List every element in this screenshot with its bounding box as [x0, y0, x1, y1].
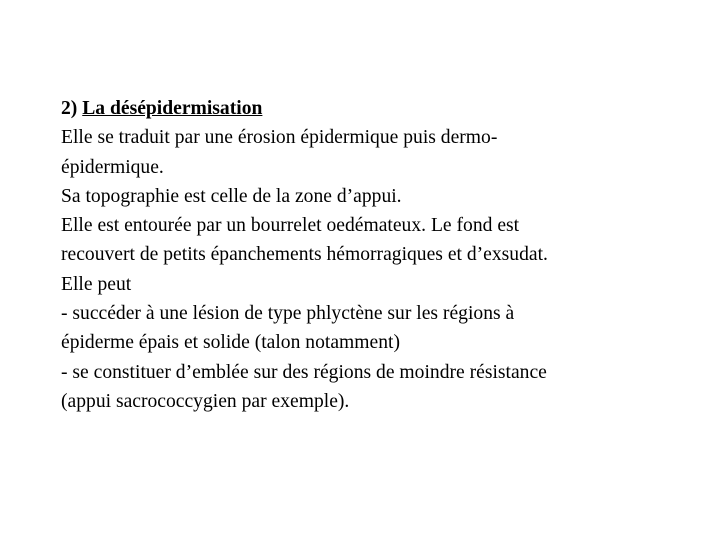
section-number: 2) — [61, 98, 83, 119]
list-item-line: épiderme épais et solide (talon notamment) — [61, 332, 400, 354]
body-line: Sa topographie est celle de la zone d’appui. — [61, 185, 402, 207]
body-line: Elle est entourée par un bourrelet oedémateux. Le fond est — [61, 215, 520, 237]
slide-text-body — [61, 94, 671, 416]
list-item-line: (appui sacrococcygien par exemple). — [61, 390, 350, 412]
list-item-line: - succéder à une lésion de type phlyctène sur les régions à — [61, 303, 515, 325]
body-line: épidermique. — [61, 156, 164, 178]
body-line: recouvert de petits épanchements hémorragiques et d’exsudat. — [61, 244, 548, 266]
section-heading — [61, 94, 671, 123]
list-item-line: - se constituer d’emblée sur des régions de moindre résistance — [61, 361, 547, 383]
body-line: Elle se traduit par une érosion épidermique puis dermo- — [61, 127, 498, 149]
body-line: Elle peut — [61, 273, 132, 295]
section-title: La désépidermisation — [82, 98, 263, 119]
